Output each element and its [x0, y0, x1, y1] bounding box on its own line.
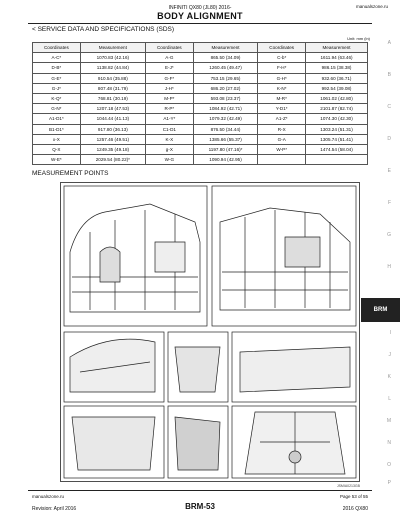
- footer-revision: Revision: April 2016: [32, 506, 77, 512]
- detail-view-roof: [64, 332, 164, 402]
- table-cell: M-P*: [145, 93, 193, 103]
- footer-site: manualszone.ru: [32, 494, 65, 499]
- table-cell: Y-D1*: [258, 104, 306, 114]
- table-cell: 1084.92 (42.71): [193, 104, 258, 114]
- column-header: Measurement: [80, 43, 145, 53]
- column-header: Measurement: [193, 43, 258, 53]
- table-cell: 917.80 (36.13): [80, 124, 145, 134]
- detail-view-quarter: [168, 406, 228, 478]
- table-cell: A1-Z*: [258, 114, 306, 124]
- unit-note: Unit: mm (in): [347, 36, 370, 41]
- table-cell: [306, 155, 368, 165]
- index-tab-letter: N: [387, 440, 391, 446]
- index-tab-letter: P: [387, 480, 391, 486]
- table-cell: 1074.30 (42.30): [306, 114, 368, 124]
- underbody-view: [232, 406, 356, 478]
- table-cell: J-H*: [145, 83, 193, 93]
- table-row: [33, 53, 368, 63]
- page-title: BODY ALIGNMENT: [157, 11, 243, 21]
- table-cell: 768.81 (30.19): [80, 93, 145, 103]
- detail-view-rear: [64, 406, 164, 478]
- table-cell: A1-Y*: [145, 114, 193, 124]
- table-cell: 1061.02 (42.80): [306, 93, 368, 103]
- index-tab-letter: M: [386, 418, 391, 424]
- column-header: Coordinates: [258, 43, 306, 53]
- table-cell: 1197.80 (47.16)*: [193, 144, 258, 154]
- table-cell: 910.54 (35.88): [80, 73, 145, 83]
- table-cell: K-Q*: [33, 93, 81, 103]
- table-cell: M-R*: [258, 93, 306, 103]
- table-cell: E-J*: [145, 63, 193, 73]
- table-cell: 1303.24 (51.31): [306, 124, 368, 134]
- table-cell: 992.54 (39.08): [306, 83, 368, 93]
- table-cell: 753.15 (29.65): [193, 73, 258, 83]
- table-cell: W-G: [145, 155, 193, 165]
- table-cell: 1257.46 (49.51): [80, 134, 145, 144]
- table-cell: x-X: [33, 134, 81, 144]
- detail-view-pillar: [168, 332, 228, 402]
- table-cell: G-H*: [258, 73, 306, 83]
- table-cell: 1385.66 (55.37): [193, 134, 258, 144]
- table-cell: G-E*: [33, 73, 81, 83]
- index-tab-letter: H: [387, 264, 391, 270]
- table-cell: 1207.18 (47.53): [80, 104, 145, 114]
- table-row: [33, 83, 368, 93]
- table-cell: [258, 155, 306, 165]
- table-cell: 1090.94 (42.95): [193, 155, 258, 165]
- table-cell: 1305.74 (51.41): [306, 134, 368, 144]
- table-cell: C-b*: [258, 53, 306, 63]
- table-cell: K-X: [145, 134, 193, 144]
- table-cell: 986.15 (38.38): [306, 63, 368, 73]
- table-row: [33, 114, 368, 124]
- table-header-row: [33, 43, 368, 53]
- table-cell: G-N*: [33, 104, 81, 114]
- index-tab-letter: O: [387, 462, 391, 468]
- table-cell: 932.60 (36.71): [306, 73, 368, 83]
- index-tab-letter: D: [387, 136, 391, 142]
- table-cell: 2101.87 (82.74): [306, 104, 368, 114]
- footer-page-of: Page 53 of 55: [339, 494, 368, 499]
- table-cell: 1079.32 (42.49): [193, 114, 258, 124]
- index-tab-letter: B: [387, 72, 391, 78]
- table-cell: G-J*: [33, 83, 81, 93]
- header-site: manualszone.ru: [355, 4, 388, 9]
- table-cell: 865.50 (34.09): [193, 53, 258, 63]
- detail-view-sill: [232, 332, 356, 402]
- index-tab-letter: K: [387, 374, 391, 380]
- table-row: [33, 104, 368, 114]
- table-cell: 1611.94 (63.46): [306, 53, 368, 63]
- index-tab-letter: A: [387, 40, 391, 46]
- footer-model: 2016 QX80: [342, 506, 368, 512]
- body-side-view-right: [212, 186, 356, 326]
- index-tab-letter: C: [387, 104, 391, 110]
- table-cell: 2029.54 (80.22)*: [80, 155, 145, 165]
- table-cell: R-P*: [145, 104, 193, 114]
- table-cell: F-H*: [258, 63, 306, 73]
- body-side-view-left: [64, 186, 207, 326]
- column-header: Coordinates: [33, 43, 81, 53]
- table-cell: 593.08 (23.37): [193, 93, 258, 103]
- table-cell: A1-D1*: [33, 114, 81, 124]
- table-cell: 686.20 (27.02): [193, 83, 258, 93]
- column-header: Coordinates: [145, 43, 193, 53]
- index-tab-letter: L: [388, 396, 391, 402]
- table-cell: D-B*: [33, 63, 81, 73]
- table-cell: 1474.54 (58.04): [306, 144, 368, 154]
- index-tab-letter: E: [387, 168, 391, 174]
- page-code: BRM-53: [185, 502, 215, 511]
- table-row: [33, 155, 368, 165]
- table-cell: W-P*: [258, 144, 306, 154]
- figure-id: JSMIA0213GB: [336, 484, 360, 488]
- table-cell: 807.48 (31.79): [80, 83, 145, 93]
- table-cell: 1070.83 (42.16): [80, 53, 145, 63]
- table-cell: g-X: [145, 144, 193, 154]
- index-tab-letter: J: [388, 352, 391, 358]
- column-header: Measurement: [306, 43, 368, 53]
- table-row: [33, 73, 368, 83]
- table-cell: K-N*: [258, 83, 306, 93]
- table-row: [33, 63, 368, 73]
- table-cell: C1-D1: [145, 124, 193, 134]
- header-subtitle: INFINITI QX80 (JL80) 2016-: [168, 5, 232, 11]
- table-cell: A-C*: [33, 53, 81, 63]
- footer-rule: [28, 490, 372, 491]
- measurement-points-title: MEASUREMENT POINTS: [32, 170, 109, 177]
- table-cell: G-A: [258, 134, 306, 144]
- table-cell: A-G: [145, 53, 193, 63]
- table-body: [33, 53, 368, 165]
- table-cell: 1260.45 (49.47): [193, 63, 258, 73]
- table-cell: 876.50 (34.44): [193, 124, 258, 134]
- table-row: [33, 134, 368, 144]
- table-row: [33, 144, 368, 154]
- index-tab-letter: I: [389, 330, 391, 336]
- table-row: [33, 93, 368, 103]
- section-title: < SERVICE DATA AND SPECIFICATIONS (SDS): [32, 26, 175, 33]
- table-cell: 1044.44 (41.13): [80, 114, 145, 124]
- table-cell: 1249.35 (49.18): [80, 144, 145, 154]
- index-tab-letter: F: [387, 200, 391, 206]
- table-cell: 1138.82 (44.84): [80, 63, 145, 73]
- table-cell: Q-X: [33, 144, 81, 154]
- table-cell: R-X: [258, 124, 306, 134]
- index-tab-letter: G: [387, 232, 391, 238]
- header-rule: [28, 23, 372, 24]
- measurement-points-figure: [60, 182, 360, 482]
- table-row: [33, 124, 368, 134]
- table-cell: W-E*: [33, 155, 81, 165]
- table-cell: G-F*: [145, 73, 193, 83]
- section-tab-brm[interactable]: BRM: [361, 298, 400, 322]
- table-cell: B1-D1*: [33, 124, 81, 134]
- sds-table: [32, 42, 368, 165]
